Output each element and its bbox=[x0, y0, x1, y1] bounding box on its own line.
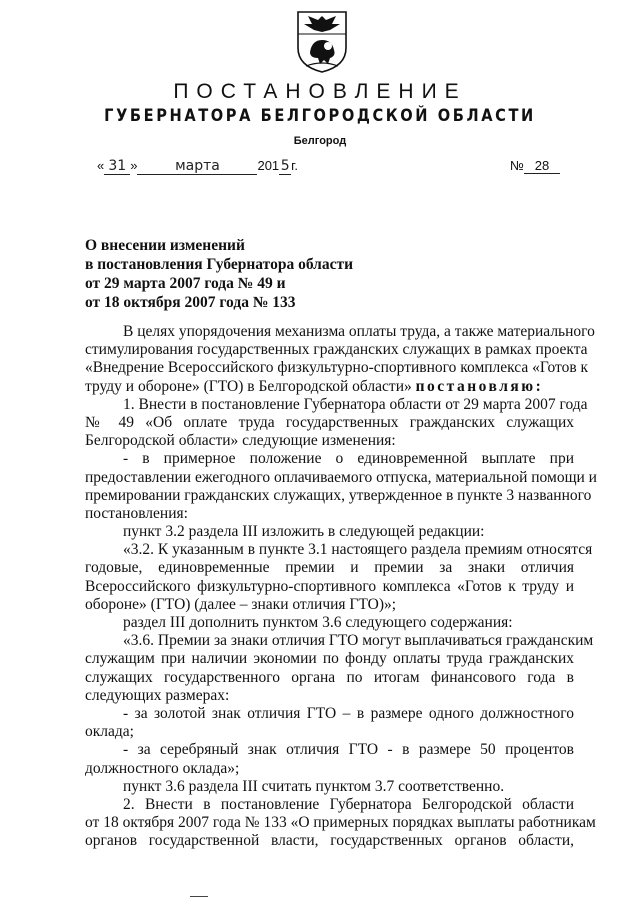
number-line bbox=[510, 158, 560, 174]
body-line: постановления: bbox=[85, 504, 188, 522]
body-line: должностного оклада»; bbox=[85, 759, 240, 777]
body-line: следующих размерах: bbox=[85, 686, 230, 704]
body-line: Белгородской области» следующие изменения: bbox=[85, 432, 396, 450]
body-line: стимулирования государственных гражданских служащих в рамках проекта bbox=[85, 341, 588, 359]
subject-block bbox=[85, 236, 385, 312]
body-line: № 49 «Об оплате труда государственных гражданских служащих bbox=[85, 413, 574, 431]
body-line: служащим при наличии экономии по фонду оплаты труда гражданских bbox=[85, 650, 574, 668]
body-line: предоставлении ежегодного оплачиваемого отпуска, материальной помощи и bbox=[85, 468, 597, 486]
city-label: Белгород bbox=[293, 135, 347, 147]
date-line bbox=[97, 158, 298, 175]
document-type-title: ПОСТАНОВЛЕНИЕ bbox=[173, 80, 467, 103]
decree-word: постановляю: bbox=[415, 377, 544, 395]
body-line: - за серебряный знак отличия ГТО - в размере 50 процентов bbox=[123, 741, 574, 759]
body-line bbox=[85, 378, 574, 396]
body-line: органов государственной власти, государственных органов области, bbox=[85, 832, 574, 850]
body-line: раздел III дополнить пунктом 3.6 следующего содержания: bbox=[123, 614, 513, 631]
date-year-suffix: 5 bbox=[280, 158, 290, 174]
coat-of-arms-icon bbox=[294, 10, 350, 74]
body-line: от 18 октября 2007 года № 133 «О примерных порядках выплаты работникам bbox=[85, 814, 596, 832]
body-line: В целях упорядочения механизма оплаты труда, а также материального bbox=[123, 323, 595, 340]
document-body bbox=[85, 323, 597, 850]
date-year-end: г. bbox=[291, 158, 298, 173]
subject-line: в постановления Губернатора области bbox=[85, 256, 354, 273]
body-line: «3.6. Премии за знаки отличия ГТО могут выплачиваться гражданским bbox=[123, 632, 594, 650]
body-line: служащих государственного органа по итогам финансового года в bbox=[85, 668, 574, 686]
subject-line: от 29 марта 2007 года № 49 и bbox=[85, 275, 286, 292]
number-label: № bbox=[510, 158, 524, 173]
body-line: обороне» (ГТО) (далее – знаки отличия ГТО)»; bbox=[85, 595, 397, 613]
body-line: 1. Внести в постановление Губернатора области от 29 марта 2007 года bbox=[123, 395, 588, 413]
body-line: - в примерное положение о единовременной выплате при bbox=[123, 450, 574, 468]
date-day: 31 bbox=[104, 158, 130, 175]
date-close-quote: » bbox=[130, 158, 138, 173]
subject-line: от 18 октября 2007 года № 133 bbox=[85, 294, 296, 311]
date-open-quote: « bbox=[97, 158, 105, 173]
footer-mark bbox=[190, 896, 208, 897]
body-line: пункт 3.2 раздела III изложить в следующей редакции: bbox=[123, 523, 485, 541]
body-line: 2. Внести в постановление Губернатора Белгородской области bbox=[123, 795, 574, 813]
date-year-prefix: 201 bbox=[257, 158, 280, 173]
body-line: «Внедрение Всероссийского физкультурно-спортивного комплекса «Готов к bbox=[85, 359, 589, 377]
date-month: марта bbox=[137, 158, 257, 175]
body-line: премировании гражданских служащих, утвержденное в пункте 3 названного bbox=[85, 486, 592, 504]
body-line: оклада; bbox=[85, 723, 134, 741]
preamble-last: труду и обороне» (ГТО) в Белгородской области» bbox=[85, 377, 412, 395]
issuer-title: ГУБЕРНАТОРА БЕЛГОРОДСКОЙ ОБЛАСТИ bbox=[104, 106, 536, 126]
body-line: Всероссийского физкультурно-спортивного комплекса «Готов к труду и bbox=[85, 577, 574, 595]
body-line: пункт 3.6 раздела III считать пунктом 3.7 соответственно. bbox=[123, 777, 505, 795]
body-line: годовые, единовременные премии и премии за знаки отличия bbox=[85, 559, 574, 577]
document-number: 28 bbox=[524, 158, 560, 174]
subject-line: О внесении изменений bbox=[85, 237, 245, 254]
body-line: «3.2. К указанным в пункте 3.1 настоящего раздела премиям относятся bbox=[123, 541, 593, 559]
body-line: - за золотой знак отличия ГТО – в размере одного должностного bbox=[123, 704, 574, 722]
